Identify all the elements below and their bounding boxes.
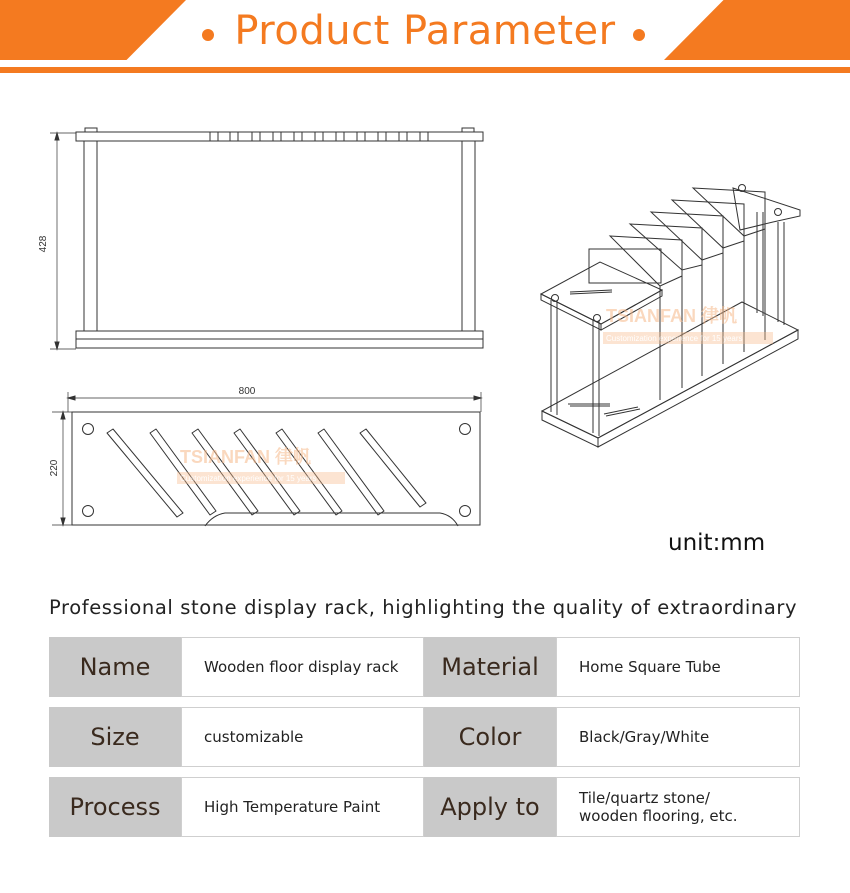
svg-text:TSIANFAN 律帆: TSIANFAN 律帆 xyxy=(180,447,312,467)
param-label: Name xyxy=(49,637,181,697)
bullet-dot-icon xyxy=(633,29,645,41)
depth-dimension-label: 220 xyxy=(49,459,60,477)
param-row xyxy=(49,637,800,697)
param-value: Wooden floor display rack xyxy=(181,637,424,697)
svg-text:Customization experience for 1: Customization experience for 15 years xyxy=(180,474,317,483)
param-label: Color xyxy=(424,707,556,767)
param-label: Material xyxy=(424,637,556,697)
param-row xyxy=(49,777,800,837)
height-dimension-label: 428 xyxy=(38,235,49,253)
param-row xyxy=(49,707,800,767)
bullet-dot-icon xyxy=(202,29,214,41)
svg-text:TSIANFAN 律帆: TSIANFAN 律帆 xyxy=(606,306,738,326)
param-value: Home Square Tube xyxy=(556,637,800,697)
param-value: customizable xyxy=(181,707,424,767)
unit-label: unit:mm xyxy=(668,530,766,556)
svg-text:Customization experience for 1: Customization experience for 15 years xyxy=(606,334,743,343)
page-title: Product Parameter xyxy=(234,8,616,54)
technical-drawing xyxy=(0,80,850,580)
banner-right-wing xyxy=(664,0,850,60)
watermark-logo xyxy=(177,446,345,484)
param-value: Black/Gray/White xyxy=(556,707,800,767)
param-value: Tile/quartz stone/ wooden flooring, etc. xyxy=(556,777,800,837)
header-banner xyxy=(0,0,850,75)
front-elevation-drawing xyxy=(50,128,483,349)
watermark-logo xyxy=(603,305,773,344)
width-dimension-label: 800 xyxy=(238,386,256,397)
header-underline xyxy=(0,67,850,73)
param-label: Process xyxy=(49,777,181,837)
param-label: Size xyxy=(49,707,181,767)
product-tagline: Professional stone display rack, highlighting the quality of extraordinary xyxy=(49,596,798,619)
param-value: High Temperature Paint xyxy=(181,777,424,837)
banner-left-wing xyxy=(0,0,186,60)
param-label: Apply to xyxy=(424,777,556,837)
